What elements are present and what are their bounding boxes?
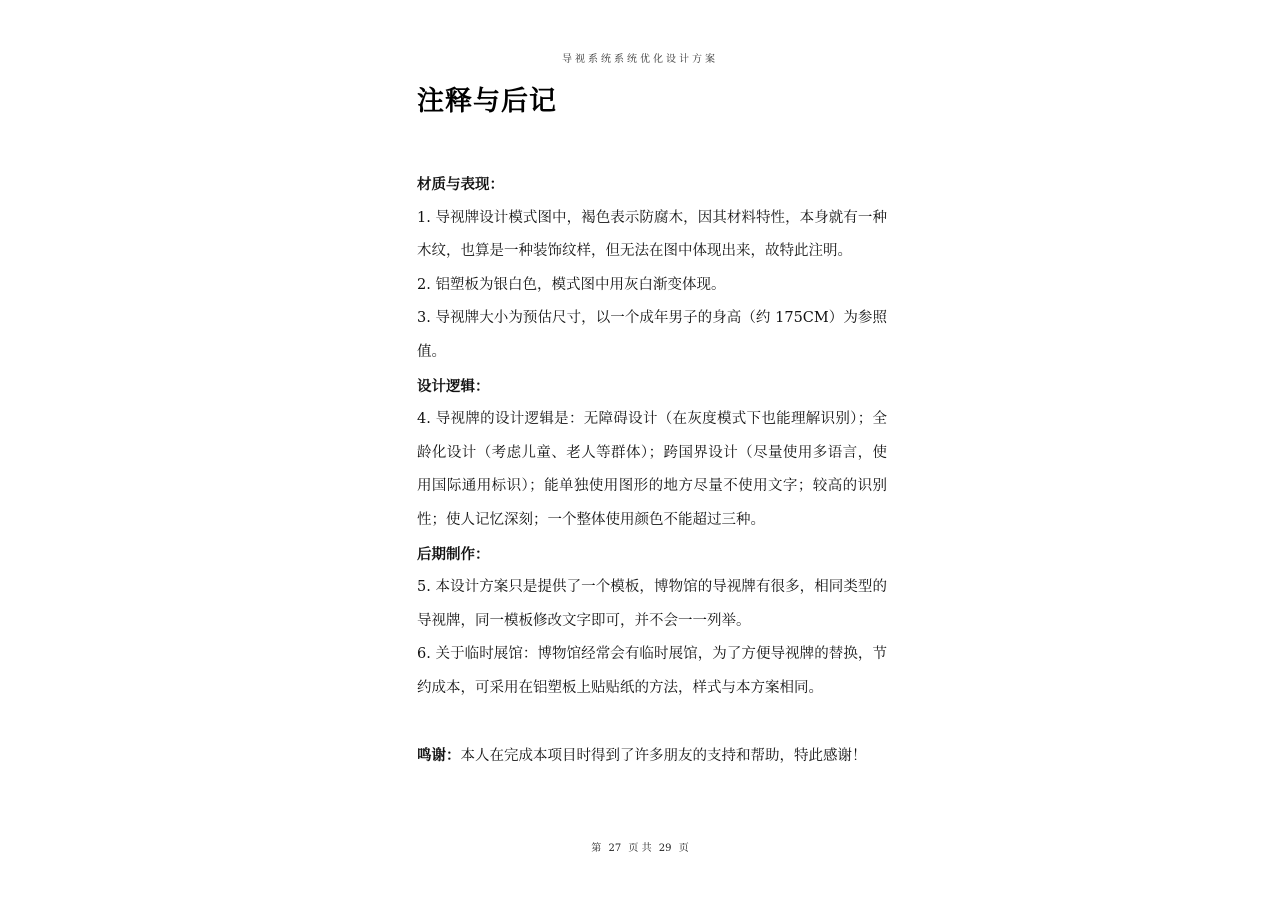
section-heading-design-logic: 设计逻辑： bbox=[417, 377, 490, 395]
footer-middle: 页 共 bbox=[628, 843, 652, 854]
section-heading-materials: 材质与表现： bbox=[417, 176, 504, 193]
acknowledgement-text: 本人在完成本项目时得到了许多朋友的支持和帮助，特此感谢！ bbox=[460, 748, 867, 765]
acknowledgement bbox=[417, 739, 887, 774]
footer-suffix: 页 bbox=[678, 843, 689, 854]
page-title: 注释与后记 bbox=[417, 86, 557, 117]
body-text bbox=[417, 168, 887, 774]
section-heading-post-production: 后期制作： bbox=[417, 545, 490, 563]
spacer bbox=[417, 706, 887, 740]
footer-prefix: 第 bbox=[591, 843, 602, 854]
page-content bbox=[417, 82, 887, 774]
running-header: 导视系统系统优化设计方案 bbox=[562, 54, 718, 65]
note-paragraph-5: 5. 本设计方案只是提供了一个模板，博物馆的导视牌有很多，相同类型的导视牌，同一模板修改文字即可，并不会一一列举。 bbox=[417, 579, 887, 629]
footer-page-number: 27 bbox=[608, 843, 622, 854]
note-paragraph-2: 2. 铝塑板为银白色，模式图中用灰白渐变体现。 bbox=[417, 276, 726, 293]
note-paragraph-1: 1. 导视牌设计模式图中，褐色表示防腐木，因其材料特性，本身就有一种木纹，也算是一种装饰纹样，但无法在图中体现出来，故特此注明。 bbox=[417, 209, 887, 260]
footer-total-pages: 29 bbox=[658, 843, 672, 854]
acknowledgement-label: 鸣谢： bbox=[417, 747, 461, 765]
note-paragraph-6: 6. 关于临时展馆：博物馆经常会有临时展馆，为了方便导视牌的替换，节约成本，可采用在铝塑板上贴贴纸的方法，样式与本方案相同。 bbox=[417, 646, 887, 696]
note-paragraph-3: 3. 导视牌大小为预估尺寸，以一个成年男子的身高（约 175CM）为参照值。 bbox=[417, 310, 887, 360]
note-paragraph-4: 4. 导视牌的设计逻辑是：无障碍设计（在灰度模式下也能理解识别）；全龄化设计（考虑儿童、老人等群体）；跨国界设计（尽量使用多语言，使用国际通用标识）；能单独使用图形的地方尽量不使用文字；较高的识别性；使人记忆深刻；一个整体使用颜色不能超过三种。 bbox=[417, 411, 887, 528]
page-footer bbox=[0, 839, 1280, 854]
